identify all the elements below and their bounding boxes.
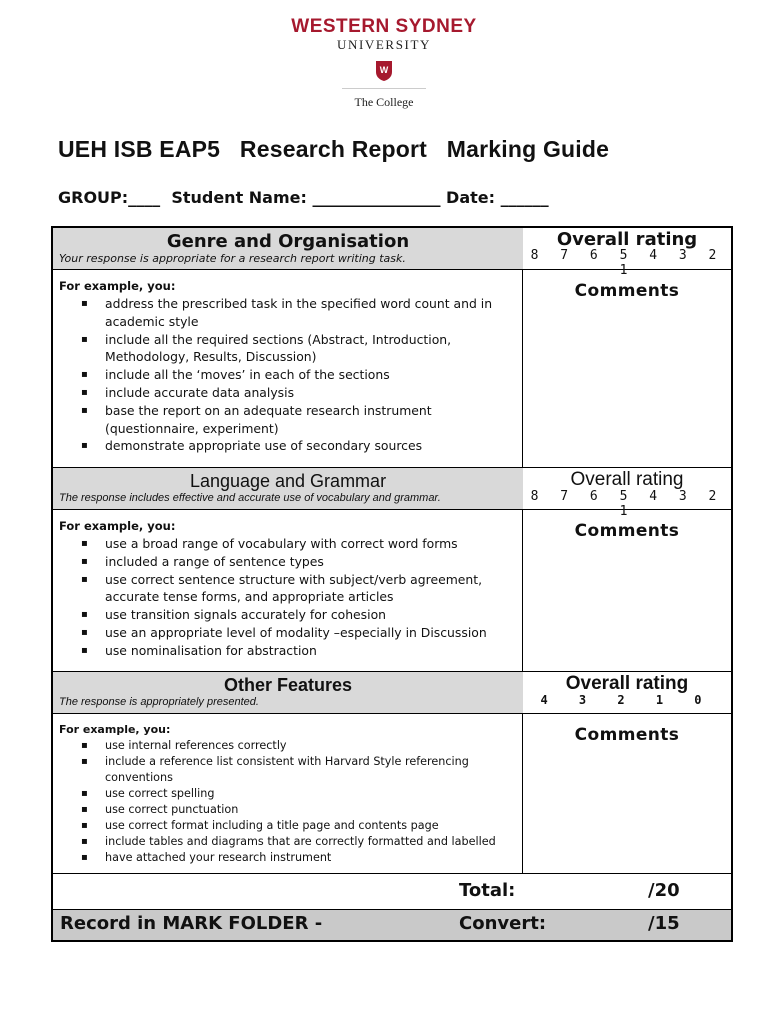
convert-label: Convert: <box>459 913 547 934</box>
criterion-item: ▪ use correct spelling <box>105 786 522 802</box>
criteria-list <box>59 738 522 866</box>
student-info-line: GROUP:____ Student Name: ________________ Date: ______ <box>58 188 549 207</box>
overall-rating-label: Overall rating <box>565 673 689 694</box>
comments-label: Comments <box>574 281 680 301</box>
section-description: The response includes effective and accurate use of vocabulary and grammar. <box>59 492 441 504</box>
criteria-list <box>59 295 522 455</box>
criterion-item: ▪ include a reference list consistent with Harvard Style referencing conventions <box>105 754 522 786</box>
criterion-item: ▪ demonstrate appropriate use of secondary sources <box>105 437 522 455</box>
section-title: Language and Grammar <box>189 471 387 491</box>
document-title: UEH ISB EAP5 Research Report Marking Guide <box>58 136 610 162</box>
section-description: The response is appropriately presented. <box>59 696 259 708</box>
record-row <box>53 910 731 940</box>
criterion-item: ▪ use correct sentence structure with subject/verb agreement, accurate tense forms, and appropriate articles <box>105 571 522 607</box>
criterion-item: ▪ include all the ‘moves’ in each of the sections <box>105 366 522 384</box>
criterion-item: ▪ included a range of sentence types <box>105 553 522 571</box>
logo-divider <box>342 88 426 89</box>
college-name: The College <box>354 95 414 109</box>
rating-scale: 8 7 6 5 4 3 2 1 <box>530 489 724 519</box>
section-header-genre <box>53 228 731 278</box>
rating-scale: 4 3 2 1 0 <box>540 693 714 707</box>
section-header-other <box>53 672 731 714</box>
criterion-item: ▪ use an appropriate level of modality –especially in Discussion <box>105 624 522 642</box>
overall-rating-label: Overall rating <box>570 469 684 490</box>
section-body-genre <box>53 270 731 468</box>
example-label: For example, you: <box>59 519 176 533</box>
example-label: For example, you: <box>59 279 176 293</box>
total-value: /20 <box>648 880 680 901</box>
record-label: Record in MARK FOLDER - <box>60 913 323 934</box>
marking-guide-table <box>51 226 733 942</box>
section-body-language <box>53 510 731 672</box>
criterion-item: ▪ include tables and diagrams that are correctly formatted and labelled <box>105 834 522 850</box>
section-title: Other Features <box>223 675 353 695</box>
criterion-item: ▪ use internal references correctly <box>105 738 522 754</box>
shield-icon <box>375 60 393 82</box>
comments-label: Comments <box>574 521 680 541</box>
total-label: Total: <box>459 880 516 901</box>
criterion-item: ▪ use nominalisation for abstraction <box>105 642 522 660</box>
shield-letter: W <box>379 65 389 75</box>
comments-label: Comments <box>574 725 680 745</box>
section-title: Genre and Organisation <box>166 231 410 252</box>
criterion-item: ▪ use a broad range of vocabulary with correct word forms <box>105 535 522 553</box>
criterion-item: ▪ use correct punctuation <box>105 802 522 818</box>
rating-scale: 8 7 6 5 4 3 2 1 <box>530 248 724 278</box>
section-body-other <box>53 714 731 874</box>
criterion-item: ▪ use transition signals accurately for cohesion <box>105 606 522 624</box>
criterion-item: ▪ address the prescribed task in the specified word count and in academic style <box>105 295 522 331</box>
criterion-item: ▪ have attached your research instrument <box>105 850 522 866</box>
example-label: For example, you: <box>59 723 171 736</box>
convert-value: /15 <box>648 913 680 934</box>
section-description: Your response is appropriate for a research report writing task. <box>59 252 406 265</box>
criterion-item: ▪ include all the required sections (Abstract, Introduction, Methodology, Results, Discussion) <box>105 331 522 367</box>
logo-wordmark: WESTERN SYDNEY <box>291 16 477 37</box>
section-header-language <box>53 468 731 519</box>
university-logo <box>0 16 768 110</box>
criterion-item: ▪ use correct format including a title page and contents page <box>105 818 522 834</box>
criteria-list <box>59 535 522 660</box>
criterion-item: ▪ base the report on an adequate research instrument (questionnaire, experiment) <box>105 402 522 438</box>
total-row <box>53 874 731 910</box>
overall-rating-label: Overall rating <box>556 229 698 250</box>
logo-subtitle: UNIVERSITY <box>337 37 431 52</box>
criterion-item: ▪ include accurate data analysis <box>105 384 522 402</box>
